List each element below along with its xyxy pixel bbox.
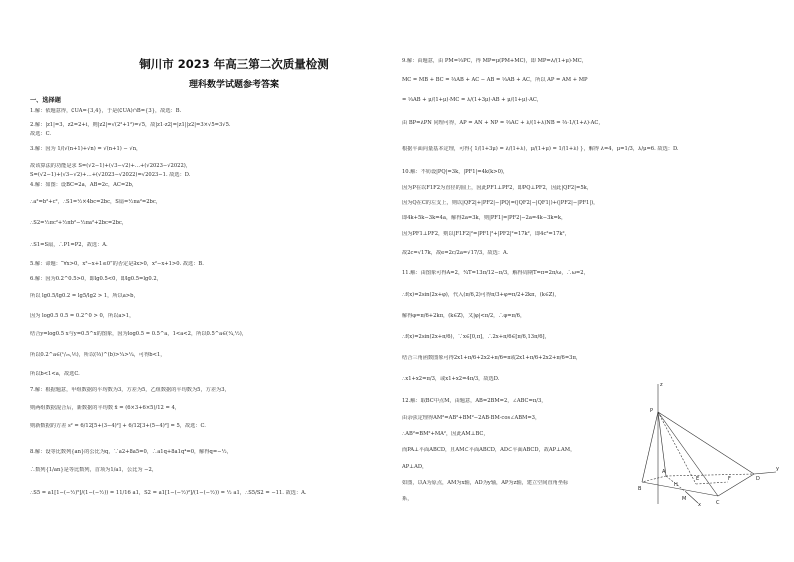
answer-line: 如图，以A为原点，AM为x轴，AD为y轴，AP为z轴，建立空间直角坐标 [402, 480, 569, 486]
answer-line: 所以b<1<a，故选C. [30, 371, 80, 377]
answer-line: 因为PF1⊥PF2，则以|F1F2|²=|PF1|²+|PF2|²=17k²，即4c²=17k²， [402, 231, 570, 237]
answer-line: 5.解：命题：“∀x>0，x²−x+1≤0”的否定是∃x>0，x²−x+1>0. 故选：B. [30, 261, 204, 267]
edge-pc [658, 412, 718, 496]
answer-line: 3.解：因为 1/(√(n+1)+√n) = √(n+1) − √n， [30, 146, 142, 152]
answer-line: 故选：C. [30, 131, 51, 137]
figure-label: H [674, 482, 678, 488]
answer-line: S=(√2−1)+(√3−√2)+…+(√2023−√2022)=√2023−1. 故选：D. [30, 172, 191, 178]
answer-line: 结合三角函数图象可得2x1+π/6+2x2+π/6=π或2x1+π/6+2x2+π/6=3π， [402, 355, 582, 361]
answer-line: 所以 lg0.5/lg0.2 = lg5/lg2 > 1，所以a>b， [30, 293, 139, 299]
answer-line: 由余弦定理得AM²=AB²+BM²−2AB·BM·cos∠ABM=3， [402, 415, 541, 421]
figure-label: A [662, 469, 666, 475]
section-heading: 一、选择题 [30, 97, 61, 104]
answer-line: 根据平面向量基本定理，可得{ 1/(1+3μ) = λ/(1+λ)，μ/(1+μ) = 1/(1+λ) }，解得 λ=4，μ=1/3，λ/μ=6. 故选：D. [402, 146, 679, 152]
answer-line: 由 BP=λPN 同理可得，AP = AN + NP = ⅔AC + λ/(1+λ)NB = ⅔·1/(1+λ)·AC， [402, 120, 604, 126]
figure-label: y [776, 466, 779, 472]
edge-pd [658, 412, 754, 474]
answer-line: ∴S5 = a1[1−(−½)⁵]/(1−(−½)) = 11/16 a1，S2 = a1[1−(−½)²]/(1−(−½)) = ½ a1，∴S5/S2 = −11. 故选：A. [30, 490, 307, 496]
answer-line: ∴AB²=BM²+MA²，因此AM⊥BC， [402, 431, 489, 437]
answer-line: ∴f(x)=2sin(2x+π/6)，∵x∈[0,π]，∴2x+π/6∈[π/6,13π/6]， [402, 334, 550, 340]
x-axis [686, 492, 698, 503]
answer-line: 10.解：不妨设|PQ|=3k，|PF1|=4k(k>0)， [402, 169, 509, 175]
edge-pa-b [642, 412, 658, 482]
answer-line: 11.解：由图象可得A=2，¾T=13π/12−π/3，解得周期T=π=2π/ω，∴ω=2， [402, 270, 589, 276]
figure-label: D [756, 476, 760, 482]
answer-line: 解得φ=π/6+2kπ，(k∈Z)，又|φ|<π/2，∴φ=π/6， [402, 313, 526, 319]
answer-line: 则新数据的方差 s² = 6/12[5+(3−4)²] + 6/12[3+(5−4)²] = 5，故选：C. [30, 423, 206, 429]
edge-ad [666, 474, 754, 476]
answer-line: 8.解：设等比数列{an}的公比为q，∵a2+8a5=0，∴a1q+8a1q⁴=0，解得q=−½， [30, 449, 232, 455]
edge-bc [642, 482, 718, 496]
answer-line: 则两组数据混合后，新数据的平均数 x̄ = (6×3+6×5)/12 = 4， [30, 405, 180, 411]
answer-line: 6.解：因为0.2^0.5>0，即lg0.5<0，即lg0.5=lg0.2， [30, 276, 162, 282]
answer-line: ∴S2=½πc²+½πb²−½πa²+2bc=2bc， [30, 220, 127, 226]
answer-line: 结合y=log0.5 x与y=0.5^x的图象，因为log0.5 = 0.5^a，1<a<2，所以0.5^a∈(¼,½)， [30, 331, 247, 337]
answer-line: 故2c=√17k，故e=2c/2a=√17/3，故选：A. [402, 250, 509, 256]
answer-line: ∴S1=S扇，∴P1=P2，故选：A. [30, 242, 108, 248]
answer-line: 因为Q在C的左支上，则以|QF2|+|PF2|−|PQ|=(|QF2|−|QF1|)+(|PF2|−|PF1|)， [402, 200, 599, 206]
answer-line: = ⅓AB + μ/(1+μ)·MC = λ/(1+3μ)·AB + μ/(1+μ)·AC， [402, 97, 542, 103]
answer-line: AP⊥AD， [402, 464, 428, 470]
answer-line: ∴f(x)=2sin(2x+φ)，代入(π/6,2)可得π/3+φ=π/2+2kπ，(k∈Z)， [402, 292, 560, 298]
answer-line: ∴x1+x2=π/3，或x1+x2=4π/3，故选D. [402, 376, 500, 382]
edge-ef [696, 482, 728, 484]
answer-line: 故该算法的功能是求 S=(√2−1)+(√3−√2)+…+(√2023−√2022)， [30, 163, 191, 169]
answer-line: MC = MB + BC = ⅔AB + AC − AB = ⅓AB + AC，所以 AP = AM + MP [402, 77, 588, 83]
figure-label: E [696, 476, 700, 482]
edge-cd [718, 474, 754, 496]
document-subtitle: 理科数学试题参考答案 [188, 80, 279, 90]
geometry-figure [636, 376, 786, 506]
edge-ab [642, 476, 666, 482]
document-title: 铜川市 2023 年高三第二次质量检测 [139, 57, 329, 71]
answer-line: 系， [402, 496, 413, 502]
figure-label: C [716, 500, 720, 506]
figure-label: z [660, 382, 663, 388]
answer-line: 而PA⊥平面ABCD，且AM⊂平面ABCD，AD⊂平面ABCD，故AP⊥AM， [402, 447, 576, 453]
answer-line: 12.解：取BC中点M，由题意，AB=2BM=2，∠ABC=π/3， [402, 398, 547, 404]
answer-line: 因为 log0.5 0.5 = 0.2^0 > 0，所以a>1， [30, 313, 135, 319]
figure-label: B [638, 486, 642, 492]
answer-line: 9.解：由题意，由 PM=⅓PC，得 MP=μ(PM+MC)，即 MP=λ/(1+μ)·MC， [402, 58, 587, 64]
answer-line: 所以0.2^a∈(¹/₂₅,⅕)，所以(⅔)^(b)>¼>¼，可得b<1， [30, 352, 166, 358]
figure-label: F [728, 476, 731, 482]
figure-label: P [650, 408, 654, 414]
answer-line: ∴数列{1/an}是等比数列，首项为1/a1，公比为 −2， [30, 467, 158, 473]
answer-line: 4.解：如图：设BC=2a，AB=2c，AC=2b， [30, 182, 138, 188]
answer-line: 1.解：依题意得，∁UA={3,4}，于是(∁UA)∩B={3}，故选：B. [30, 108, 182, 114]
figure-label: M [682, 496, 687, 502]
answer-line: 因为P在以F1F2为直径的圆上，因此PF1⊥PF2，即PQ⊥PF2，因此|QF2|=5k， [402, 185, 592, 191]
answer-line: 2.解：|z1|=3，z2=2+i，则|z2|=√(2²+1²)=√5，故|z1·z2|=|z1||z2|=3×√5=3√5. [30, 122, 231, 128]
answer-line: ∴a²=b²+c²，∴S1=½×4bc=2bc，S扇=½πa²=2bc， [30, 199, 161, 205]
answer-line: 即4k+5k−3k=4a，解得2a=3k，则|PF1|=|PF2|−2a=4k−3k=k， [402, 215, 567, 221]
figure-label: x [698, 502, 701, 506]
answer-line: 7.解：根据题意，甲组数据的平均数为3，方差为5，乙组数据的平均数为5，方差为3， [30, 387, 230, 393]
y-axis [754, 472, 776, 474]
